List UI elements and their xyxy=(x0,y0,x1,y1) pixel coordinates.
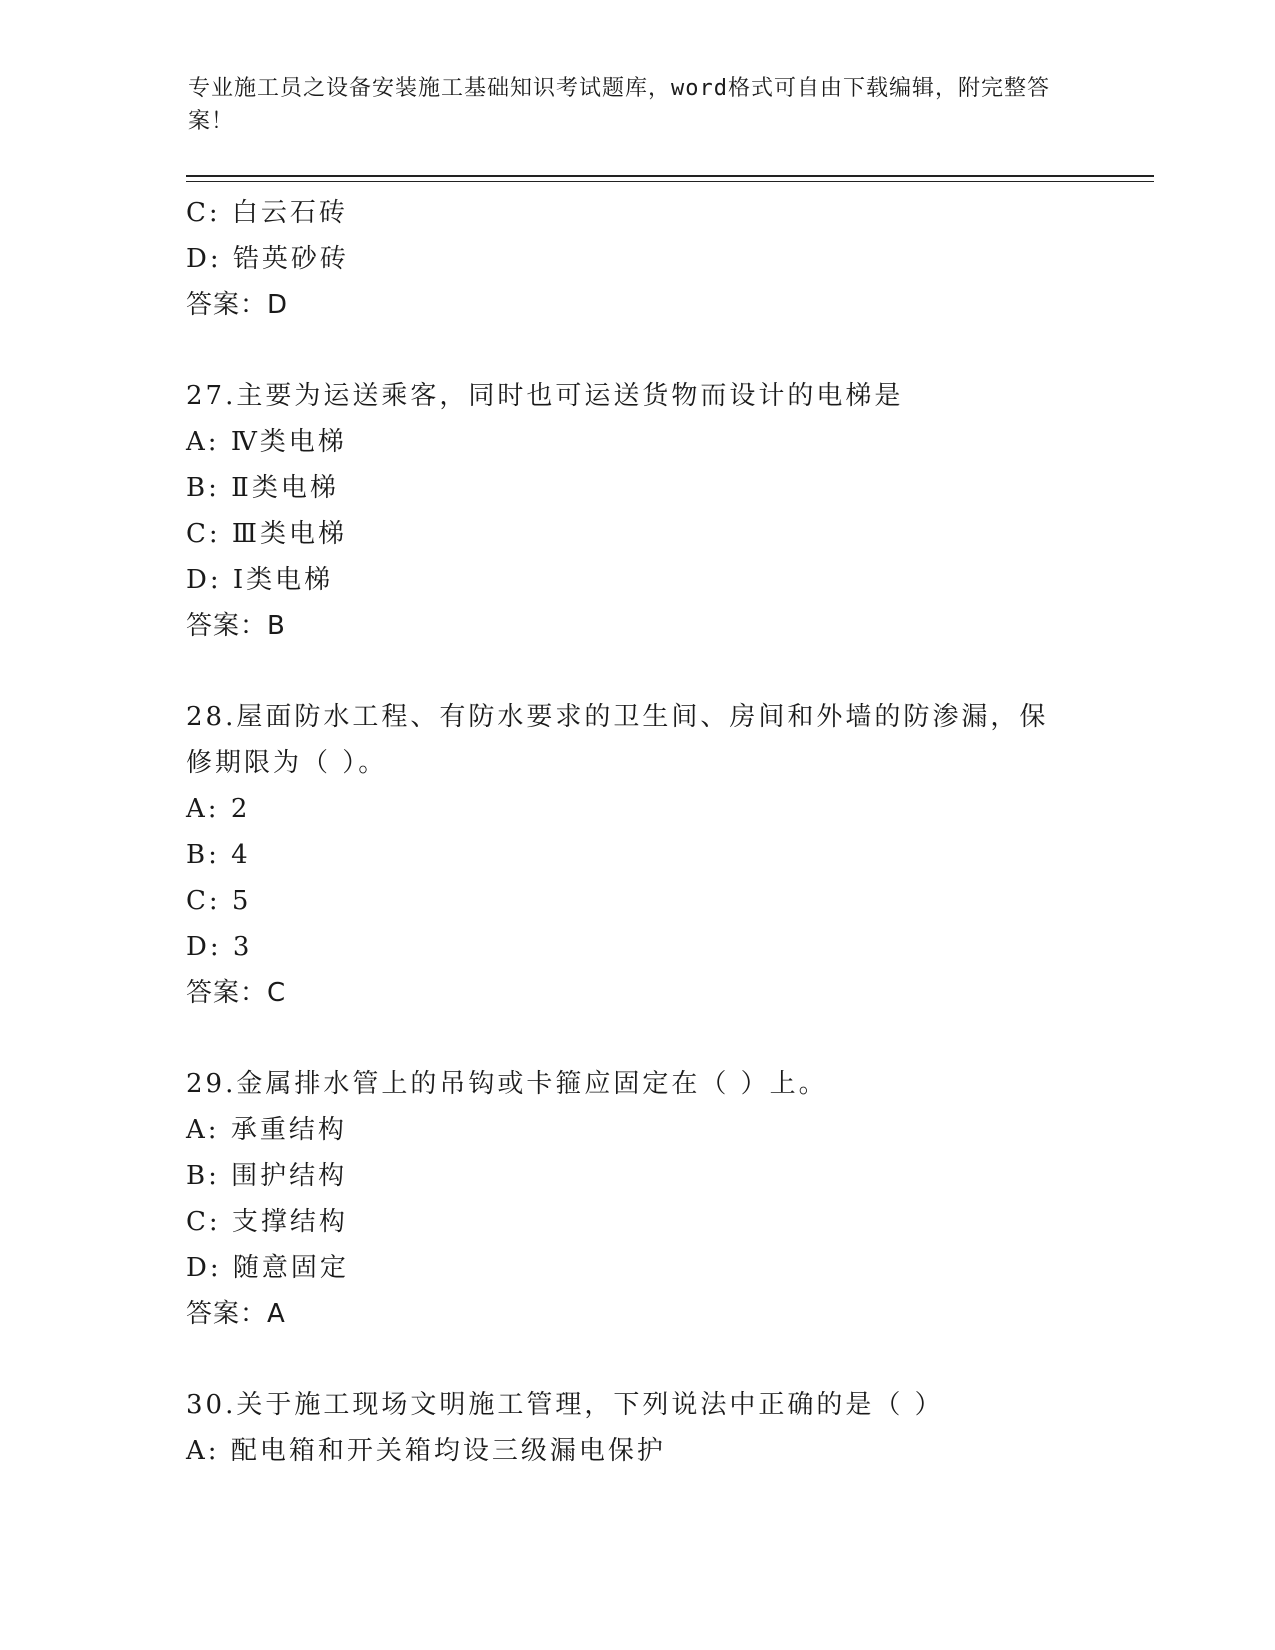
option-line: B: 围护结构 xyxy=(186,1161,348,1191)
option-line: A: 2 xyxy=(186,794,251,824)
answer-line: 答案：A xyxy=(186,1299,286,1329)
option-line: C: 支撑结构 xyxy=(186,1207,348,1237)
option-line: D: 锆英砂砖 xyxy=(186,244,349,274)
answer-line: 答案：C xyxy=(186,978,287,1008)
answer-line: 答案：D xyxy=(186,290,289,320)
answer-line: 答案：B xyxy=(186,611,286,641)
option-line: A: 承重结构 xyxy=(186,1115,347,1145)
question-stem: 29.金属排水管上的吊钩或卡箍应固定在（ ）上。 xyxy=(186,1069,828,1099)
option-line: A: Ⅳ类电梯 xyxy=(186,427,347,457)
option-line: D: Ⅰ类电梯 xyxy=(186,565,334,595)
question-stem: 28.屋面防水工程、有防水要求的卫生间、房间和外墙的防渗漏，保修期限为（ ）。 xyxy=(186,702,1049,778)
option-line: B: Ⅱ类电梯 xyxy=(186,473,339,503)
document-header: 专业施工员之设备安装施工基础知识考试题库，word格式可自由下载编辑，附完整答案！ xyxy=(188,76,1050,134)
option-line: C: 5 xyxy=(186,886,252,916)
option-line: D: 随意固定 xyxy=(186,1253,349,1283)
question-stem: 27.主要为运送乘客，同时也可运送货物而设计的电梯是 xyxy=(186,381,904,411)
option-line: C: Ⅲ类电梯 xyxy=(186,519,347,549)
option-line: D: 3 xyxy=(186,932,253,962)
option-line: A: 配电箱和开关箱均设三级漏电保护 xyxy=(186,1436,666,1466)
option-line: B: 4 xyxy=(186,840,251,870)
question-list xyxy=(186,190,1086,1474)
header-rule-thick xyxy=(186,175,1154,177)
header-rule-thin xyxy=(186,181,1154,182)
option-line: C: 白云石砖 xyxy=(186,198,348,228)
question-stem: 30.关于施工现场文明施工管理，下列说法中正确的是（ ） xyxy=(186,1390,944,1420)
